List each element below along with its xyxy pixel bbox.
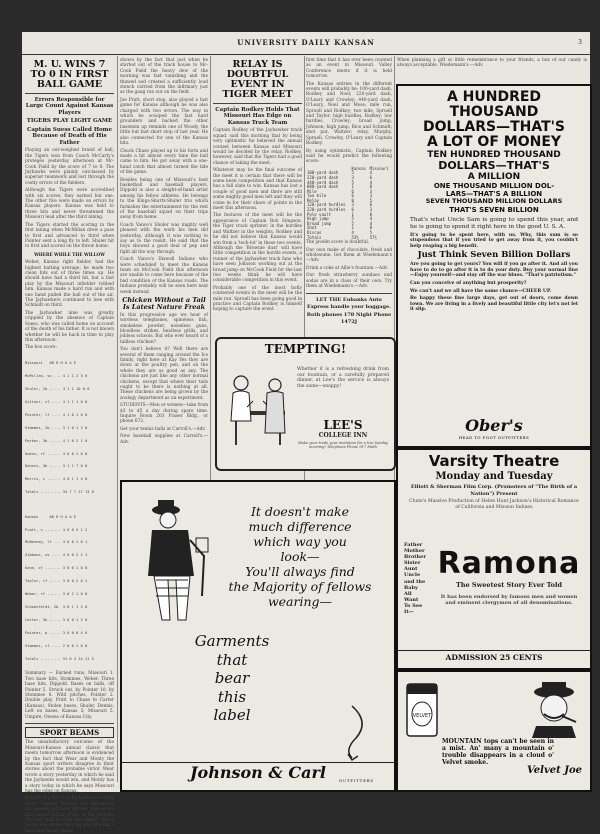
newspaper-page <box>22 32 590 834</box>
table-cell: 3 <box>369 193 373 199</box>
bond-paragraph: Are you going to get yours? You will if you go after it. And all you have to do to go after it is to do your duty. Buy your normal line—Enjoy yourself—and stay off the war blues. "That's patriotism." <box>410 262 578 279</box>
table-cell: 4 <box>351 230 354 236</box>
deck-captain: Captain Suess Called Home Because of Death of His Father <box>26 126 113 146</box>
article-paragraph: The features of the meet will be the appearance of Captain Rob Simpson, the Tiger crack sprinter, in the hurdles and Waltzer in the weights. Rodkey and he did not believe that Kansas would win from a 'tech-lot' in these two events. Although the 'Brownie dust' will have little competition in the hurdle events, a runner of the Jayhawker track fans who have seen Johnson working out at the broad jump on McCook Field for the last two weeks think he will have considerable competition in this event. <box>213 213 302 284</box>
box-score-row: Pointer, p ..... 3 0 0 0 4 0 <box>25 630 88 635</box>
classified-baseball: New baseball supplies at Carroll's.—Adv. <box>120 434 208 445</box>
johnson-carl-brand: Johnson & Carl <box>189 763 326 782</box>
article-paragraph: The unsatisfactory outcome of the Missouri-Kansas annual classic that meets tomorrow afternoon is evidenced by the fact that Wear and Monty the Kansas sport writers disagree in their stories about the probable victor. Wear wrote a story yesterday in which he said the Jayhawks would win, and Monty has a story today in which he says Missouri has the edge on Kansas. <box>25 740 114 795</box>
deck-rodkey: Captain Rodkey Holds That Missouri Has Edge on Kansas Track Team <box>215 106 300 126</box>
article-paragraph: Weber, Kansas right fielder, had the highest batting average; he made two clean hits out of three times up. He should have had a third hit, but a fast play by the Missouri infielder robbed him. Kansas made a hard run and with one hand pulled the ball out of the air. The Jayhawkers continued to lose with Schmidt on third. <box>25 260 114 309</box>
cast-item: Mother <box>404 548 425 555</box>
column-1 <box>25 58 115 834</box>
cast-item: Sister <box>404 560 421 567</box>
table-cell: 3 <box>369 188 373 194</box>
bond-paragraph: Be happy these fine large days, get out of doors, come down town. We are living in a lively and beautiful little city let's not let it slip. <box>410 296 578 313</box>
box-score-row: Carter, 3b ..... 3 0 0 1 2 0 <box>25 617 88 622</box>
obers-brand: Ober's <box>465 416 523 435</box>
headline-chicken: Chicken Without a Tail Is Latest Nature Freak <box>122 296 206 311</box>
article-paragraph: Captain Rodkey of the Jayhawker track squad, said this morning that by being very optimistic he believed the annual contest between Kansas and Missouri would be decided by the relay. Rodkey, however, said that the Tigers had a good chance of taking the meet. <box>213 128 302 166</box>
bond-paragraph: Can you conceive of anything but prosperity? <box>410 280 527 286</box>
table-header-cell: Kansas <box>351 165 366 171</box>
table-cell: 0 <box>351 197 354 203</box>
box-score-row: Gittner, cf .... 4 1 1 1 0 0 <box>25 399 88 404</box>
cast-item: Brother <box>404 554 426 561</box>
article-paragraph: The Jayhawker nine was greatly crippled by the absence of Captain Suess, who was called home on account of the death of his father. It is not known whether he will be back in time to play this afternoon. <box>25 310 115 343</box>
article-paragraph: shown by the fact that just when he started out of the track house to Mc-Cook Field the heavy dew of the morning was fast vanishing and the thawed sod created a sufficiently loud stench carried from the infirmary just as the gang ran out on the field. <box>120 58 208 96</box>
table-cell: 3 <box>351 174 354 180</box>
bond-subhead: Just Think Seven Billion Dollars <box>417 250 571 261</box>
box-score-row: Schoenfeldt, 2b 3 0 1 1 2 0 <box>25 604 88 609</box>
article-paragraph: first time that it has ever been counted as an event in Missouri Valley Conference meets if it is held tomorrow. <box>306 58 392 80</box>
script-line: bear <box>214 669 250 687</box>
eubanks-headline: LET THE Eubanks Auto Express handle your baggage. <box>307 297 391 310</box>
lees-small-print: Make your trade your invitation for a tire Sunday morning! Telephone Phone 917 Math <box>297 441 389 450</box>
bond-line: TEN HUNDRED THOUSAND <box>427 150 561 160</box>
column-rule <box>117 56 118 782</box>
velvet-joe-portrait <box>524 678 584 738</box>
article-paragraph: By using optimistic, Captain Rodkey said he would predict the following score: <box>306 148 392 165</box>
table-cell: 57½ <box>369 234 377 240</box>
eubanks-ad <box>306 290 392 330</box>
johnson-carl-ad <box>120 480 396 792</box>
table-cell: 5 <box>351 170 354 176</box>
table-cell: 6 <box>369 202 373 208</box>
bond-line: ONE THOUSAND MILLION DOL- <box>433 182 555 190</box>
box-score-row: McMillan, ss ... 4 1 1 2 3 0 <box>25 374 88 379</box>
table-cell: 4 <box>369 216 373 222</box>
table-cell: 5 <box>369 197 373 203</box>
article-paragraph: The Kansas entries in the different events will probably be: 100-yard dash, Rodkey and Noel; 220-yard dash, O'Leary and Crowley; 440-yard dash, O'Leary, Noel and Moss; mile run, Spruell and Rodkey; two mile, Spruell and Taylor; high hurdles, Rodkey; low hurdles, Crowley; broad jump, Johnson; high jump, Rice and Schmidt; shot put, Waltzer; relay, Murphy, Spruell, Crowley, O'Leary and Captain Rodkey. <box>306 81 392 147</box>
arrow-curl-icon <box>332 702 372 762</box>
article-paragraph: Whatever may be the final outcome of the meet it is certain that there will be some keen competition and that Kansas has a full slate to win. Kansas has lost a couple of good men and there are still some mighty good men left and they will come in for their share of points in the meet this afternoon. <box>213 168 302 212</box>
tobacco-tin-icon <box>404 680 440 740</box>
box-score-row: Taylor, rf ..... 3 0 0 2 0 1 <box>25 579 88 584</box>
man-with-cane-illustration <box>132 496 212 626</box>
theatre-name: Varsity Theatre <box>428 452 560 470</box>
table-cell: 5 <box>351 179 354 185</box>
box-score-row: Owens, rf ...... 4 0 0 1 0 0 <box>25 451 88 456</box>
article-paragraph: Chuck Chase played up to his form and made a hit almost every time the ball came to him. He got away with a one-hand catch that almost turned the tide of the game. <box>120 148 208 176</box>
box-score-total: Totals ......... 31 0 3 24 11 5 <box>25 656 94 661</box>
table-cell: Broad jump <box>307 220 332 226</box>
headline-relay: RELAY IS DOUBTFUL EVENT IN TIGER MEET <box>222 59 293 100</box>
film-endorsement: It has been endorsed by famous men and women and eminent clergymen of all denominations. <box>440 594 578 606</box>
bond-body <box>398 214 590 313</box>
subhead-winning: WHERE WHILE THE WILLOW <box>34 251 105 257</box>
deck-errors: Errors Responsible for Large Count Against Kansas Players <box>25 96 114 116</box>
film-tagline: The Sweetest Story Ever Told <box>455 580 563 589</box>
article-paragraph: Although the Tigers were accredited with six scores, they earned but one. The other five were made on errors by Kansas players. Kansas was held to three hits and never threatened the Missouri lead after the third inning. <box>25 188 114 221</box>
masthead <box>22 32 590 55</box>
theatre-presenter: Elliott & Sherman Film Corp. (Promoters of "The Birth of a Nation") Present <box>410 484 578 497</box>
script-line: which way you <box>253 534 347 549</box>
table-cell: 1 <box>351 211 354 217</box>
article-paragraph: Probably one of the most hotly contested events in the meet will be the mile run. Spruell has been going good in practice and Captain Rodkey is himself hoping to capture the event. <box>213 285 302 313</box>
table-cell: 880-yard dash <box>307 184 339 190</box>
cast-item: It— <box>404 609 414 616</box>
table-cell: 5 <box>351 220 354 226</box>
table-cell: 440-yard dash <box>307 179 339 185</box>
obers-logo <box>398 417 590 440</box>
table-cell: 8 <box>369 225 373 231</box>
table-cell: Shot <box>307 225 317 231</box>
theatre-admission: ADMISSION 25 CENTS <box>398 650 590 662</box>
table-cell: 6 <box>369 174 373 180</box>
article-paragraph: Coach Vance's Shuler was mighty well pleased with the work his men did yesterday, although it was nothing to say as to the result. He said that the boys showed a good deal of pep and fight all the way through. <box>120 222 208 255</box>
box-score-header: Kansas AB R H O A E <box>25 514 77 519</box>
bond-line: THAT'S SEVEN BILLION <box>449 205 539 214</box>
lees-college-inn-ad <box>215 337 396 471</box>
table-cell: 1 <box>351 225 354 231</box>
article-paragraph: Playing an out-weighed brand of ball, the Tigers won from Coach McCarty's protégés yesterday afternoon at Mc-Cook Field by the score of 7 to 0. The Jayhawks were plainly outclassed by superior teamwork and lost through the costly errors of the fielders. <box>25 148 114 186</box>
table-cell: 220-yard dash <box>307 174 339 180</box>
box-score-row: Pointer, lf .... 4 1 0 1 0 0 <box>25 412 88 417</box>
box-score-row: Gibbons, ss .... 4 0 0 2 2 1 <box>25 553 88 558</box>
masthead-title: UNIVERSITY DAILY KANSAN <box>237 38 375 47</box>
velvet-joe-signature: Velvet Joe <box>526 765 582 776</box>
article-paragraph: Joe Pratt, short stop, also played a fast game for Kansas although he was also charged with two errors. The way in which he scooped the fast hard grounders and backed the other basemen up reminds one of Woody, the little but fast short stop of last year. He also connected for one of the Kansas hits. <box>120 97 208 147</box>
box-score-row: Dennis, 3b ..... 3 1 1 7 0 0 <box>25 464 88 469</box>
box-score-row: Stommes, cf .... 2 0 0 1 0 0 <box>25 643 88 648</box>
headline-mu-wins: M. U. WINS 7 TO 0 IN FIRST BALL GAME <box>30 59 109 90</box>
tempting-headline: TEMPTING! <box>264 342 347 356</box>
sport-beams-heading: SPORT BEAMS <box>25 727 114 738</box>
column-3 <box>213 58 302 363</box>
classified-ad: Our own make of chocolate, fresh and wholesome. Get them at Wiedemann's—Adv. <box>306 247 392 264</box>
article-paragraph: The Tigers started the scoring in the first inning when McMillan drew a pass to first and advanced to third when Pointer sent a long fly to left. Shuler hit to first and scored on the throw home. <box>25 222 114 250</box>
bond-headline <box>398 90 590 214</box>
varsity-theatre-ad <box>396 448 592 670</box>
johnson-carl-script-2 <box>142 632 322 725</box>
article-paragraph: Coach Vance's Dixwell Indians who were scheduled to meet the Kansas team on McCook Field this afternoon are unable to come here because of the bad condition of the Kansas roads. The Indians probably will be seen here next week instead. <box>120 257 208 295</box>
johnson-carl-brand-sub: OUTFITTERS <box>339 779 374 783</box>
table-cell: 5 <box>369 230 373 236</box>
script-line: Garments <box>194 632 270 650</box>
cast-item: and the <box>404 578 426 585</box>
theatre-days: Monday and Tuesday <box>435 470 553 482</box>
table-cell: 6 <box>351 193 354 199</box>
theatre-blurb: Clune's Massive Production of Helen Hunt Jackson's Historical Romance of California and Mission Indians <box>409 499 579 510</box>
table-cell: Pole vault <box>307 211 332 217</box>
box-score-total: Totals ......... 34 7 7 27 13 0 <box>25 490 94 495</box>
eubanks-phones: Both phones 178 Night Phone 1472J <box>306 312 392 325</box>
lees-brand-sub: COLLEGE INN <box>318 432 368 439</box>
tin-label: VELVET <box>412 713 432 719</box>
johnson-carl-footer <box>122 762 394 789</box>
table-cell: 220-yard hurdles <box>307 207 346 213</box>
velvet-copy: MOUNTAIN tops can't be seen in a mist. An' many a mountain o' trouble disappears in a cloud o' Velvet smoke. <box>442 738 554 766</box>
cast-item: Uncle <box>404 572 421 579</box>
table-cell: 4 <box>369 179 373 185</box>
deck-tigers: TIGERS PLAY LIGHT GAME <box>26 118 113 125</box>
bond-paragraph: It's going to be spent here, with us. Why, this sum is so stupendous that if you tried to get away from it, you couldn't help reaping a big benefit. <box>410 232 578 249</box>
script-line: wearing— <box>267 594 333 609</box>
table-cell: 3 <box>369 207 373 213</box>
table-cell: 53½ <box>351 234 359 240</box>
predicted-score-table <box>306 167 392 241</box>
table-cell: 8 <box>369 184 373 190</box>
bond-line: A HUNDRED <box>446 89 542 105</box>
bond-line: THOUSAND <box>449 104 539 120</box>
table-cell: 100-yard dash <box>307 170 339 176</box>
obers-brand-sub: HEAD TO FOOT OUTFITTERS <box>458 435 530 440</box>
bond-line: A MILLION <box>467 172 521 182</box>
classified-ad: Drink a coke at Allie's fountain.—Adv. <box>306 265 389 271</box>
table-header-cell: Missouri <box>369 165 389 171</box>
box-score-row: McBenney, lf ... 4 0 0 1 0 1 <box>25 540 88 545</box>
box-score <box>25 353 114 670</box>
theatre-feature <box>434 546 584 612</box>
bond-line: A LOT OF MONEY <box>426 134 562 150</box>
table-cell: High jump <box>307 216 329 222</box>
obers-seven-billion-ad <box>396 84 592 448</box>
table-cell: Relay <box>307 197 320 203</box>
box-score-row: Shuler, 1b ..... 4 1 1 10 0 0 <box>25 387 90 392</box>
velvet-tobacco-ad <box>396 670 592 792</box>
theatre-cast-list <box>404 542 432 615</box>
cast-item: Baby <box>404 584 418 591</box>
table-cell: Discus <box>307 230 322 236</box>
box-score-row: Pratt, c ....... 4 0 0 5 1 2 <box>25 527 88 532</box>
article-paragraph: Besides being one of Missouri's best basketball and baseball players, Dippold is also a sleight-of-hand artist among his fellow athletes. He belongs to the Kings-Shurtz-Shuler trio which furnishes the entertainment for the rest of the baseball squad on their trips away from home. <box>120 177 208 221</box>
table-cell: 1 <box>351 184 354 190</box>
article-paragraph: In this progressive age we hear of wireless telephones, spineless fish, smokeless powder, noiseless guns, bloodless strikes, heatless grills, and jobless schools. But who ever heard of a tailless chicken? <box>120 312 208 345</box>
table-cell: 6 <box>351 207 354 213</box>
table-cell: 4 <box>369 170 373 176</box>
script-line: It doesn't make <box>250 504 350 519</box>
box-score-row: Weber, rf ...... 3 0 2 1 0 0 <box>25 592 88 597</box>
bond-line: LARS—THAT'S A BILLION <box>445 190 543 198</box>
box-score-row: Stommes, 2b .... 3 1 0 1 3 0 <box>25 425 88 430</box>
classified-students: STUDENTS—Men or women—take from $3 to $5 a day during spare time. Inquire Room 203 Fraser Bldg., or phone 672. <box>120 403 209 425</box>
script-line: label <box>213 706 251 724</box>
script-line: this <box>217 687 247 706</box>
table-cell: 6 <box>351 188 354 194</box>
table-cell: 3 <box>351 202 354 208</box>
tempting-copy: Whether it is a refreshing drink from our fountain, or a carefully prepared dinner, at Lee's the service is always the same—snappy! <box>297 367 389 389</box>
script-line: that <box>216 650 248 669</box>
couple-dining-illustration <box>223 361 293 451</box>
table-cell: Mile <box>307 188 317 194</box>
cast-item: Want <box>404 596 419 603</box>
script-line: look— <box>280 549 320 564</box>
script-line: the Majority of fellows <box>228 579 372 594</box>
box-score-intro: The box score: <box>25 345 57 351</box>
table-cell: 120-yard hurdles <box>307 202 346 208</box>
cast-item: Father <box>404 542 423 548</box>
article-paragraph: Despite the fact that he made one costly error, Captain Pointer, the dimunitive but speedy Jayhawk pitcher, played the best brand of ball of any of the players. The fact that he held the mighty Tigers to six hits shows that he was playing a hard and heady game. <box>25 796 114 834</box>
bond-line: DOLLARS—THAT'S <box>423 119 565 135</box>
page-number: 3 <box>578 39 582 46</box>
table-cell: Totals <box>307 234 322 240</box>
bond-paragraph: We can't and we all have the same chance—CHEER UP. <box>410 288 552 294</box>
script-line: much difference <box>248 519 352 534</box>
table-cell: Two mile <box>307 193 327 199</box>
table-cell: 4 <box>369 220 373 226</box>
box-score-header: Missouri AB R H O A E <box>25 361 77 366</box>
script-line: You'll always find <box>245 564 355 579</box>
bond-line: DOLLARS—THAT'S <box>438 159 550 172</box>
johnson-carl-script <box>214 504 386 609</box>
box-score-summary: Summary — Earned runs, Missouri 1. Two base hits, Stommes, Weber. Three base hits, Dippold. Bases on balls, off Pointer 5. Struck out, by Pointer 10, by Stommes 8. Wild pitches, Pointer 2. Double play, Pratt to Chase to Carter (Kansas). Stolen bases, Shuler, Dennis. Left on bases, Kansas 5; Missouri 5. Umpire, Owens of Kansas City. <box>25 671 114 720</box>
bond-line: SEVEN THOUSAND MILLION DOLLARS <box>425 197 563 205</box>
article-paragraph: You don't believe it? Well there are several of them ranging around the Ice family, right here at Kay Yes they are down at the poultry pen, and on the whole they are as good as any. The chickens are just like any other normal chickens, except that where their tails ought to be there is nothing at all. These chickens are being grown by the zoology department as an experiment. <box>120 347 208 401</box>
bond-paragraph: That's what Uncle Sam is going to spend this year, and he is going to spend it right here in the good U. S. A. <box>410 216 578 230</box>
classified-ad: Our fresh strawberry sundaes and sodas are in a class of their own. Try them at Wiedemann's.—Adv. <box>306 273 392 290</box>
cast-item: All <box>404 590 412 597</box>
column-2 <box>120 58 208 478</box>
film-title: Ramona <box>437 546 581 581</box>
table-cell: 8 <box>369 211 373 217</box>
classified-ad: When planning a gift or little remembrance to your friends, a box of our candy is always acceptable. Wiedemann's.—Adv. <box>397 58 587 69</box>
box-score-row: Kane, cf ....... 3 0 0 1 0 0 <box>25 566 88 571</box>
lees-brand: LEE'S <box>323 418 363 432</box>
cast-item: Aunt <box>404 566 418 573</box>
box-score-row: Parker, 3b ..... 4 1 0 2 1 0 <box>25 438 88 443</box>
box-score-row: Morris, c ...... 4 0 1 1 4 0 <box>25 477 88 482</box>
cast-item: To See <box>404 602 423 609</box>
table-cell: 5 <box>351 216 354 222</box>
classified-tennis: Get your tennis balls at Carroll's.—Adv. <box>120 426 206 432</box>
article-paragraph: The javelin score is doubtful. <box>306 240 370 246</box>
